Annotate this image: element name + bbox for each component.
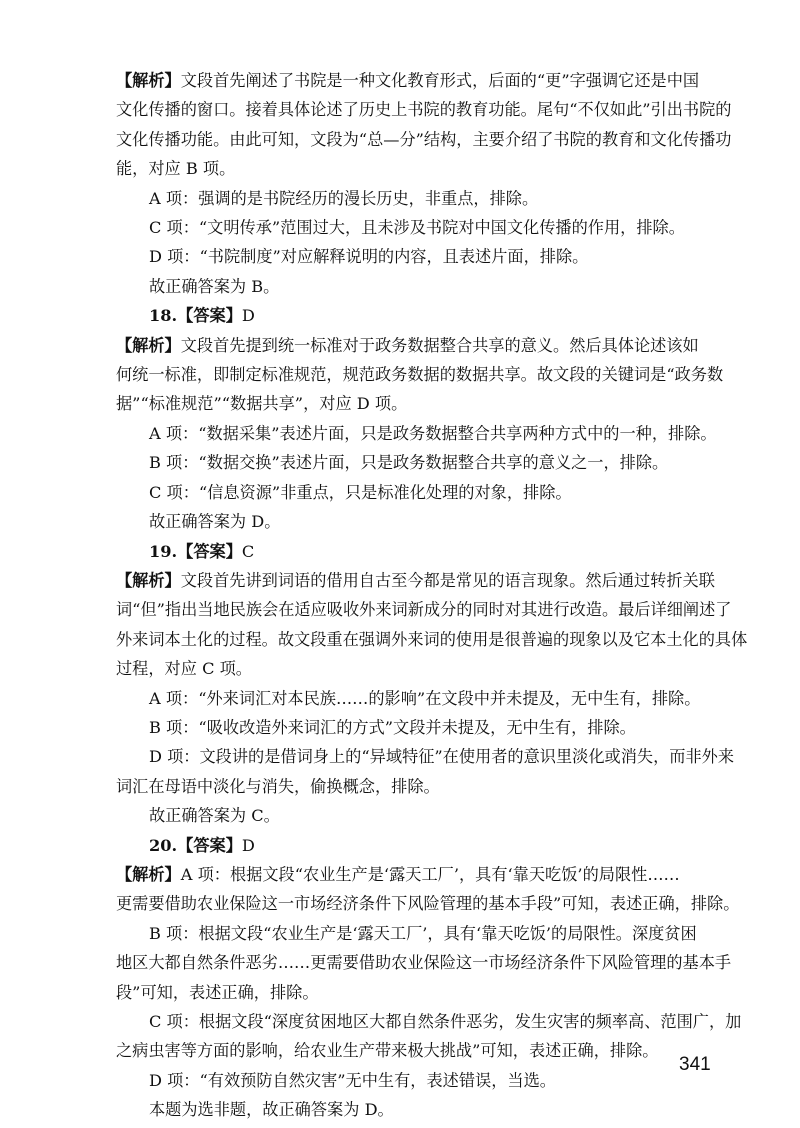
- page-body: [116, 66, 748, 1125]
- page-number: 341: [679, 1054, 711, 1075]
- text-line: [116, 742, 735, 771]
- section-label: 【答案】: [177, 306, 242, 326]
- line-text: B 项：“吸收改造外来词汇的方式”文段并未提及，无中生有，排除。: [149, 717, 636, 737]
- line-text: B 项：根据文段“农业生产是‘露天工厂’，具有‘靠天吃饭’的局限性。深度贫困: [149, 923, 697, 943]
- text-line: [116, 566, 716, 595]
- line-text: C 项：根据文段“深度贫困地区大都自然条件恶劣，发生灾害的频率高、范围广，加: [149, 1012, 742, 1031]
- line-text: 更需要借助农业保险这一市场经济条件下风险管理的基本手段”可知，表述正确，排除。: [116, 894, 740, 914]
- question-number: 19.: [149, 541, 178, 561]
- line-text: 故正确答案为 C。: [149, 806, 280, 826]
- text-line: [116, 772, 716, 801]
- line-text: D 项：“有效预防自然灾害”无中生有，表述错误，当选。: [149, 1070, 556, 1090]
- section-label: 【解析】: [116, 71, 181, 90]
- line-text: 何统一标准，即制定标准规范，规范政务数据的数据共享。故文段的关键词是“政务数: [116, 365, 724, 385]
- text-line: [116, 125, 732, 154]
- text-line: [116, 389, 716, 418]
- line-text: A 项：强调的是书院经历的漫长历史，非重点，排除。: [149, 188, 539, 208]
- text-line: [116, 448, 716, 477]
- text-line: [116, 831, 716, 860]
- line-text: 地区大都自然条件恶劣……更需要借助农业保险这一市场经济条件下风险管理的基本手: [116, 953, 732, 973]
- text-line: [116, 948, 732, 977]
- section-label: 【答案】: [177, 835, 242, 855]
- line-text: D: [241, 835, 255, 855]
- text-line: [116, 860, 716, 889]
- text-line: [116, 1066, 716, 1095]
- text-line: [116, 978, 716, 1007]
- line-text: 文段首先提到统一标准对于政务数据整合共享的意义。然后具体论述该如: [180, 335, 699, 355]
- text-line: [116, 919, 716, 948]
- line-text: 能，对应 B 项。: [116, 159, 236, 179]
- line-text: 词汇在母语中淡化与消失，偷换概念，排除。: [116, 776, 440, 796]
- section-label: 【解析】: [116, 864, 181, 884]
- line-text: 外来词本土化的过程。故文段重在强调外来词的使用是很普遍的现象以及它本土化的具体: [116, 629, 748, 649]
- line-text: C: [241, 541, 255, 561]
- line-text: 故正确答案为 D。: [149, 512, 281, 532]
- line-text: 之病虫害等方面的影响，给农业生产带来极大挑战”可知，表述正确，排除。: [116, 1041, 659, 1061]
- question-number: 18.: [149, 306, 178, 326]
- section-label: 【解析】: [116, 570, 181, 590]
- line-text: 本题为选非题，故正确答案为 D。: [149, 1100, 394, 1120]
- line-text: A 项：根据文段“农业生产是‘露天工厂’，具有‘靠天吃饭’的局限性……: [180, 864, 680, 884]
- text-line: [116, 184, 716, 213]
- text-line: [116, 360, 724, 389]
- line-text: 文段首先阐述了书院是一种文化教育形式，后面的“更”字强调它还是中国: [180, 71, 700, 90]
- text-line: [116, 419, 716, 448]
- line-text: 据”“标准规范”“数据共享”，对应 D 项。: [116, 394, 408, 414]
- line-text: 文化传播功能。由此可知，文段为“总—分”结构，主要介绍了书院的教育和文化传播功: [116, 129, 732, 149]
- line-text: 词“但”指出当地民族会在适应吸收外来词新成分的同时对其进行改造。最后详细阐述了: [116, 600, 732, 620]
- text-line: [116, 507, 716, 536]
- text-line: [116, 331, 716, 360]
- text-line: [116, 625, 748, 654]
- line-text: D 项：文段讲的是借词身上的“异域特征”在使用者的意识里淡化或消失，而非外来: [149, 747, 735, 767]
- text-line: [116, 801, 716, 830]
- line-text: 故正确答案为 B。: [149, 276, 280, 296]
- text-line: [116, 537, 716, 566]
- text-line: [116, 95, 732, 124]
- line-text: 文化传播的窗口。接着具体论述了历史上书院的教育功能。尾句“不仅如此”引出书院的: [116, 100, 732, 120]
- text-line: [116, 1095, 716, 1124]
- line-text: D: [241, 306, 255, 326]
- line-text: C 项：“文明传承”范围过大，且未涉及书院对中国文化传播的作用，排除。: [149, 218, 685, 238]
- text-line: [116, 889, 740, 918]
- text-line: [116, 684, 716, 713]
- line-text: B 项：“数据交换”表述片面，只是政务数据整合共享的意义之一，排除。: [149, 453, 669, 473]
- section-label: 【答案】: [177, 541, 242, 561]
- text-line: [116, 713, 716, 742]
- line-text: 段”可知，表述正确，排除。: [116, 982, 319, 1002]
- text-line: [116, 301, 716, 330]
- text-line: [116, 242, 716, 271]
- line-text: 过程，对应 C 项。: [116, 659, 252, 679]
- line-text: A 项：“数据采集”表述片面，只是政务数据整合共享两种方式中的一种，排除。: [149, 423, 717, 443]
- text-line: [116, 66, 716, 95]
- text-line: [116, 478, 716, 507]
- text-line: [116, 272, 716, 301]
- question-number: 20.: [149, 835, 178, 855]
- text-line: [116, 654, 716, 683]
- line-text: 文段首先讲到词语的借用自古至今都是常见的语言现象。然后通过转折关联: [180, 570, 715, 590]
- text-line: [116, 1007, 742, 1036]
- text-line: [116, 1036, 716, 1065]
- section-label: 【解析】: [116, 335, 181, 355]
- line-text: A 项：“外来词汇对本民族……的影响”在文段中并未提及，无中生有，排除。: [149, 688, 701, 708]
- text-line: [116, 595, 732, 624]
- text-line: [116, 213, 716, 242]
- text-line: [116, 154, 716, 183]
- line-text: C 项：“信息资源”非重点，只是标准化处理的对象，排除。: [149, 482, 572, 502]
- line-text: D 项：“书院制度”对应解释说明的内容，且表述片面，排除。: [149, 247, 589, 267]
